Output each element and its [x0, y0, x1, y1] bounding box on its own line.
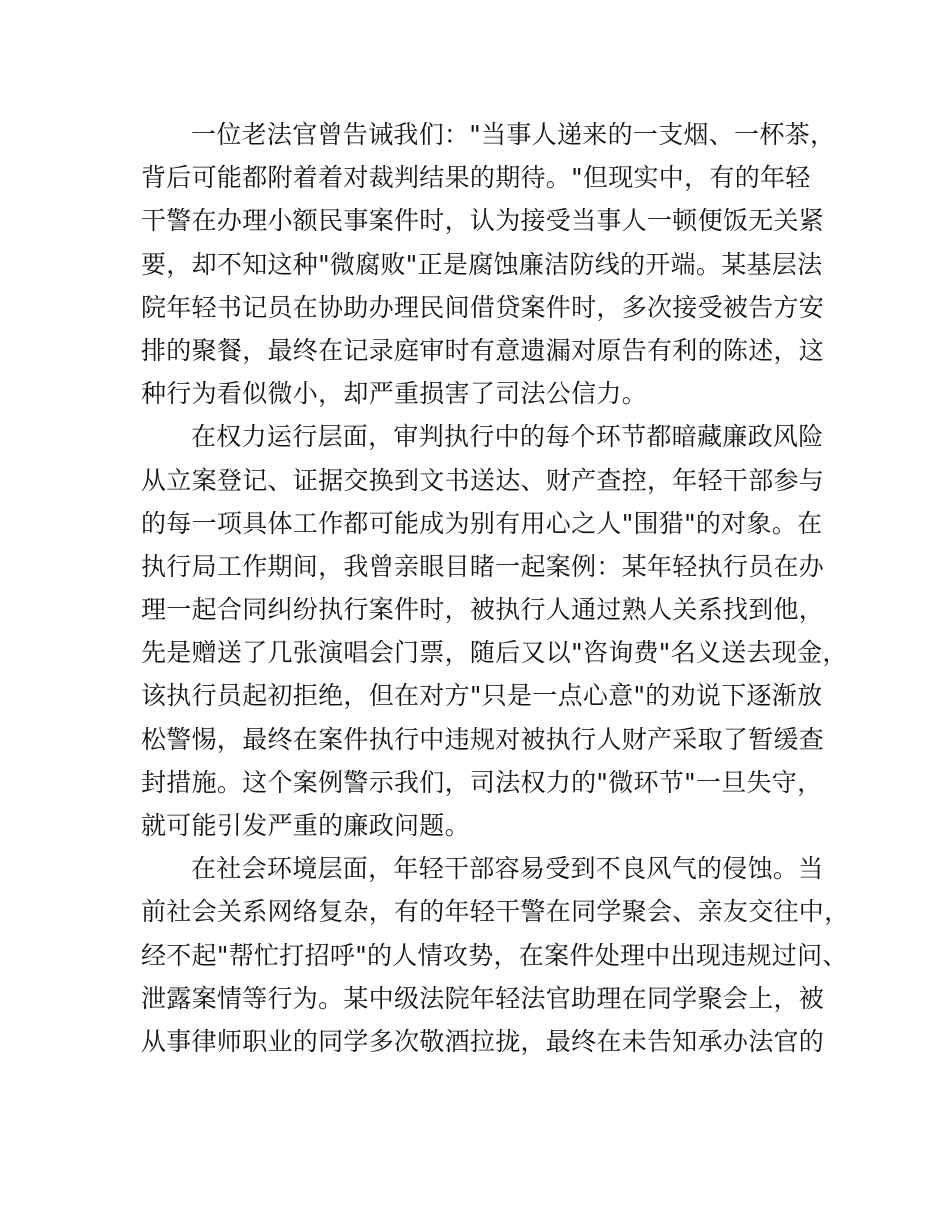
paragraph-2 [141, 415, 848, 847]
text-line: 干警在办理小额民事案件时，认为接受当事人一顿便饭无关紧 [141, 206, 825, 236]
text-line: 理一起合同纠纷执行案件时，被执行人通过熟人关系找到他， [141, 595, 825, 625]
text-line: 一位老法官曾告诫我们："当事人递来的一支烟、一杯茶， [191, 120, 836, 149]
text-line: 就可能引发严重的廉政问题。 [141, 811, 470, 840]
text-line: 经不起"帮忙打招呼"的人情攻势，在案件处理中出现违规过问、 [141, 940, 848, 970]
text-line: 泄露案情等行为。某中级法院年轻法官助理在同学聚会上，被 [141, 983, 825, 1013]
text-line: 院年轻书记员在协助办理民间借贷案件时，多次接受被告方安 [141, 292, 825, 322]
text-line: 松警惕，最终在案件执行中违规对被执行人财产采取了暂缓查 [141, 724, 825, 754]
text-line: 的每一项具体工作都可能成为别有用心之人"围猎"的对象。在 [141, 508, 823, 538]
text-line: 在权力运行层面，审判执行中的每个环节都暗藏廉政风险 [191, 422, 824, 452]
text-line: 从事律师职业的同学多次敬酒拉拢，最终在未告知承办法官的 [141, 1026, 825, 1056]
text-line: 要，却不知这种"微腐败"正是腐蚀廉洁防线的开端。某基层法 [141, 249, 823, 279]
text-line: 背后可能都附着着对裁判结果的期待。"但现实中，有的年轻 [141, 163, 811, 193]
text-line: 执行局工作期间，我曾亲眼目睹一起案例：某年轻执行员在办 [141, 551, 825, 581]
text-line: 前社会关系网络复杂，有的年轻干警在同学聚会、亲友交往中， [141, 897, 850, 927]
text-line: 先是赠送了几张演唱会门票，随后又以"咨询费"名义送去现金， [141, 638, 848, 668]
document-body [141, 113, 850, 1063]
text-line: 该执行员起初拒绝，但在对方"只是一点心意"的劝说下逐渐放 [141, 681, 823, 711]
paragraph-3 [141, 847, 850, 1063]
text-line: 从立案登记、证据交换到文书送达、财产查控，年轻干部参与 [141, 465, 825, 495]
text-line: 在社会环境层面，年轻干部容易受到不良风气的侵蚀。当 [191, 854, 824, 884]
text-line: 种行为看似微小，却严重损害了司法公信力。 [141, 379, 648, 409]
paragraph-1 [141, 113, 841, 415]
text-line: 排的聚餐，最终在记录庭审时有意遗漏对原告有利的陈述，这 [141, 335, 825, 365]
text-line: 封措施。这个案例警示我们，司法权力的"微环节"一旦失守， [141, 767, 823, 797]
